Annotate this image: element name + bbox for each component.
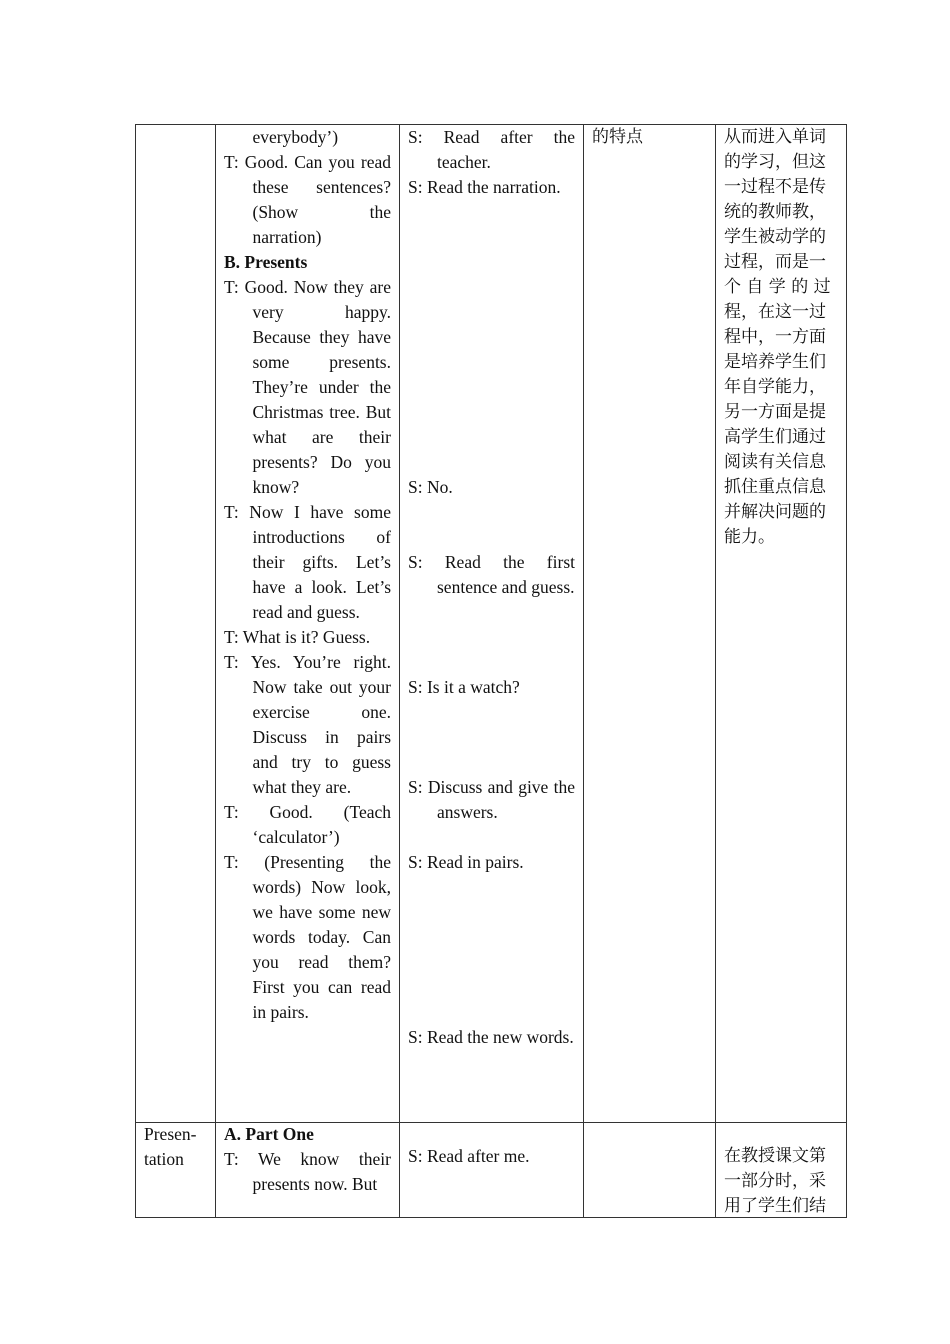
lesson-plan-table xyxy=(135,124,847,1218)
student-line: S: Read the first sentence and guess. xyxy=(408,552,575,597)
teacher-line: T: We know their presents now. But xyxy=(224,1149,391,1194)
student-activity-cell xyxy=(408,125,575,1122)
note-line: 高学生们通过 xyxy=(724,427,826,447)
note-line: 学生被动学的 xyxy=(724,227,826,247)
note-line: 一部分时，采 xyxy=(724,1171,826,1191)
student-line: S: Read after me. xyxy=(408,1146,530,1166)
teacher-line: T: Good. Now they are very happy. Because they have some presents. They’re under the Christmas tree. But what are their presents? Do you know? xyxy=(224,277,391,497)
student-activity-cell xyxy=(408,1144,575,1169)
column-divider xyxy=(715,125,716,1217)
note-line: 过程，而是一 xyxy=(724,252,826,272)
note-line: 统的教师教， xyxy=(724,202,826,222)
note-line: 是培养学生们 xyxy=(724,352,826,372)
teacher-activity-cell xyxy=(224,1122,391,1197)
student-line: S: Read the new words. xyxy=(408,1027,574,1047)
methods-cell: 的特点 xyxy=(592,127,643,147)
column-divider xyxy=(583,125,584,1217)
design-notes-cell xyxy=(724,125,840,550)
note-line: 阅读有关信息 xyxy=(724,452,826,472)
note-line: 从而进入单词 xyxy=(724,127,826,147)
stage-cell-presentation xyxy=(144,1122,212,1172)
note-line: 能力。 xyxy=(724,527,775,547)
note-line: 一过程不是传 xyxy=(724,177,826,197)
section-heading: A. Part One xyxy=(224,1124,314,1144)
student-line: S: Is it a watch? xyxy=(408,677,520,697)
design-notes-cell xyxy=(724,1144,840,1219)
note-line: 程中，一方面 xyxy=(724,327,826,347)
note-line: 抓住重点信息 xyxy=(724,477,826,497)
student-line: S: Discuss and give the answers. xyxy=(408,777,575,822)
teacher-line: T: (Presenting the words) Now look, we have some new words today. Can you read them? First you can read in pairs. xyxy=(224,852,391,1022)
student-line: S: Read after the teacher. xyxy=(408,127,575,172)
teacher-line: T: Good. Can you read these sentences? (Show the narration) xyxy=(224,152,391,247)
note-line: 用了学生们结 xyxy=(724,1196,826,1216)
note-line: 并解决问题的 xyxy=(724,502,826,522)
section-heading: B. Presents xyxy=(224,252,308,272)
note-line: 在教授课文第 xyxy=(724,1146,826,1166)
teacher-activity-cell xyxy=(224,125,391,1025)
column-divider xyxy=(399,125,400,1217)
teacher-line: everybody’) xyxy=(252,127,339,147)
student-line: S: No. xyxy=(408,477,453,497)
note-line: 程，在这一过 xyxy=(724,302,826,322)
teacher-line: T: Good. (Teach ‘calculator’) xyxy=(224,802,391,847)
student-line: S: Read the narration. xyxy=(408,177,561,197)
note-line: 的学习，但这 xyxy=(724,152,826,172)
teacher-line: T: What is it? Guess. xyxy=(224,627,371,647)
stage-label-line: Presen- xyxy=(144,1124,197,1144)
note-line: 个 自 学 的 过 xyxy=(724,277,831,297)
note-line: 另一方面是提 xyxy=(724,402,826,422)
column-divider xyxy=(215,125,216,1217)
student-line: S: Read in pairs. xyxy=(408,852,524,872)
note-line: 年自学能力， xyxy=(724,377,826,397)
stage-label-line: tation xyxy=(144,1149,184,1169)
teacher-line: T: Now I have some introductions of their gifts. Let’s have a look. Let’s read and guess. xyxy=(224,502,391,622)
teacher-line: T: Yes. You’re right. Now take out your exercise one. Discuss in pairs and try to guess what they are. xyxy=(224,652,391,797)
